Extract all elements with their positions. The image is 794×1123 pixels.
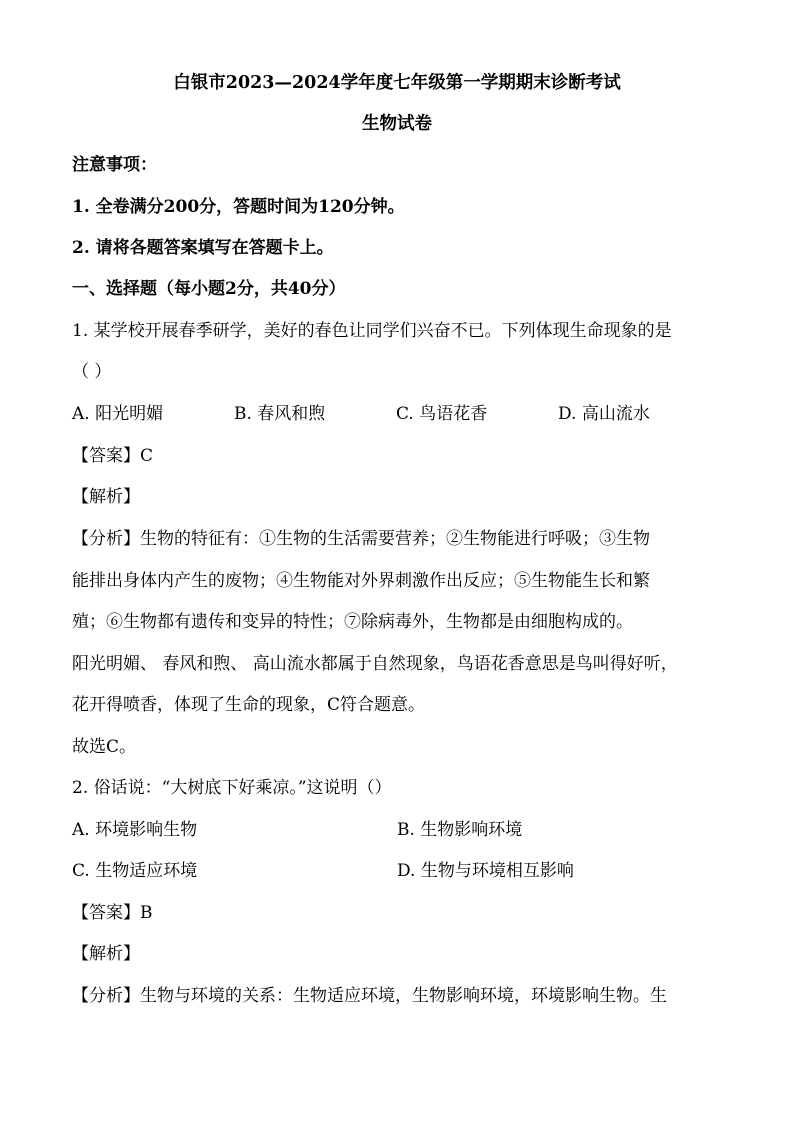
section-heading: 一、选择题（每小题2分，共40分） [72,279,346,299]
q1-analysis-line: 故选C。 [72,737,137,757]
q2-options-row1 [72,819,734,841]
q1-analysis-line: 【分析】生物的特征有：①生物的生活需要营养；②生物能进行呼吸；③生物 [72,529,650,549]
q1-analysis-line: 殖；⑥生物都有遗传和变异的特性；⑦除病毒外，生物都是由细胞构成的。 [72,612,633,632]
q1-stem-line2: （ ） [72,362,112,382]
q1-analysis-line: 花开得喷香，体现了生命的现象，C符合题意。 [72,695,426,715]
notice-heading: 注意事项： [72,155,157,175]
q2-option-b: B. 生物影响环境 [397,820,523,840]
q1-stem-line1: 1. 某学校开展春季研学，美好的春色让同学们兴奋不已。下列体现生命现象的是 [72,321,672,341]
notice-item-1: 1. 全卷满分200分，答题时间为120分钟。 [72,197,405,217]
q2-options-row2 [72,860,734,882]
q2-option-a: A. 环境影响生物 [72,820,198,840]
q2-option-d: D. 生物与环境相互影响 [397,861,574,881]
q2-option-c: C. 生物适应环境 [72,861,198,881]
exam-title: 白银市2023—2024学年度七年级第一学期期末诊断考试 [173,73,621,93]
notice-item-2: 2. 请将各题答案填写在答题卡上。 [72,238,334,258]
q2-analysis-line: 【分析】生物与环境的关系：生物适应环境，生物影响环境，环境影响生物。生 [72,986,667,1006]
q1-options [72,403,734,425]
q1-option-a: A. 阳光明媚 [72,404,164,424]
q1-analysis-line: 能排出身体内产生的废物；④生物能对外界刺激作出反应；⑤生物能生长和繁 [72,571,650,591]
q2-stem: 2. 俗话说：“大树底下好乘凉。”这说明（） [72,778,392,798]
q1-option-b: B. 春风和煦 [234,404,326,424]
q1-option-d: D. 高山流水 [558,404,650,424]
q2-analysis-label: 【解析】 [72,944,140,964]
exam-subtitle: 生物试卷 [362,114,432,134]
q1-answer: 【答案】C [72,446,154,466]
q1-analysis-label: 【解析】 [72,487,140,507]
q1-option-c: C. 鸟语花香 [396,404,488,424]
q2-answer: 【答案】B [72,903,153,923]
q1-analysis-line: 阳光明媚、 春风和煦、 高山流水都属于自然现象，鸟语花香意思是鸟叫得好听， [72,654,678,674]
